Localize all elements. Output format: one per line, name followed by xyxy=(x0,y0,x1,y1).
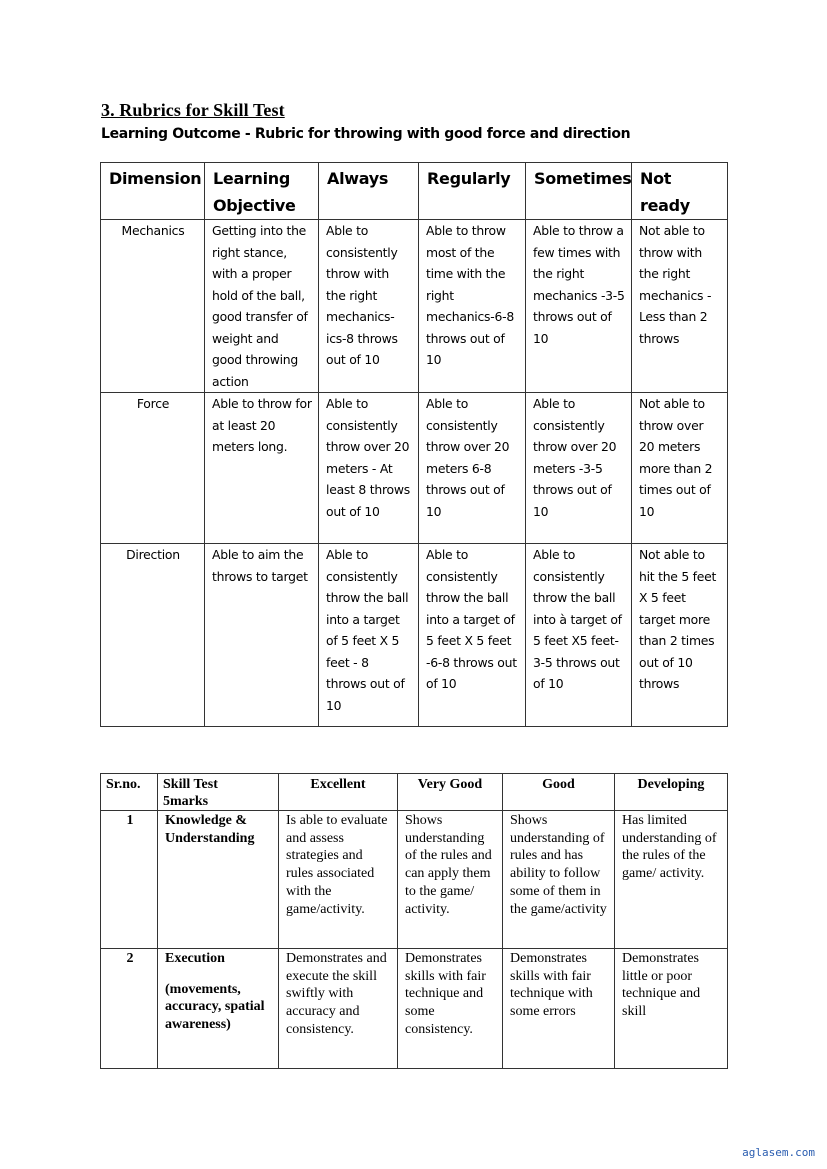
always-cell: Able to consistently throw the ball into a target of 5 feet X 5 feet - 8 throws out of 10 xyxy=(319,544,419,727)
rubric-header-row xyxy=(101,163,728,220)
skill-cell xyxy=(158,811,279,949)
header-skill-test xyxy=(158,774,279,811)
regularly-cell: Able to throw most of the time with the right mechanics-6-8 throws out of 10 xyxy=(419,220,526,393)
skill-test-marks: 5marks xyxy=(163,794,209,809)
excellent-cell: Demonstrates and execute the skill swiftly with accuracy and consistency. xyxy=(279,949,398,1069)
table-row xyxy=(101,544,728,727)
sometimes-cell: Able to consistently throw over 20 meters -3-5 throws out of 10 xyxy=(526,393,632,544)
sr-no-cell: 2 xyxy=(101,949,158,1069)
header-regularly: Regularly xyxy=(419,163,526,220)
very-good-cell: Shows understanding of the rules and can apply them to the game/ activity. xyxy=(398,811,503,949)
dimension-cell: Force xyxy=(101,393,205,544)
header-not-ready: Not ready xyxy=(632,163,728,220)
skill-test-label: Skill Test xyxy=(163,777,218,792)
good-cell: Shows understanding of rules and has ability to follow some of them in the game/activity xyxy=(503,811,615,949)
sr-no-cell: 1 xyxy=(101,811,158,949)
excellent-cell: Is able to evaluate and assess strategies and rules associated with the game/activity. xyxy=(279,811,398,949)
marks-header-row xyxy=(101,774,728,811)
header-always: Always xyxy=(319,163,419,220)
not-ready-cell: Not able to throw with the right mechanics -Less than 2 throws xyxy=(632,220,728,393)
skill-cell xyxy=(158,949,279,1069)
objective-cell: Able to aim the throws to target xyxy=(205,544,319,727)
very-good-cell: Demonstrates skills with fair technique and some consistency. xyxy=(398,949,503,1069)
developing-cell: Has limited understanding of the rules of the game/ activity. xyxy=(615,811,728,949)
header-learning-objective: Learning Objective xyxy=(205,163,319,220)
skill-detail: (movements, accuracy, spatial awareness) xyxy=(165,981,265,1033)
always-cell: Able to consistently throw over 20 meters - At least 8 throws out of 10 xyxy=(319,393,419,544)
skill-name: Knowledge & Understanding xyxy=(165,813,255,846)
table-row xyxy=(101,811,728,949)
skill-name: Execution xyxy=(165,951,225,966)
table-row xyxy=(101,393,728,544)
header-developing: Developing xyxy=(615,774,728,811)
developing-cell: Demonstrates little or poor technique and skill xyxy=(615,949,728,1069)
header-good: Good xyxy=(503,774,615,811)
watermark: aglasem.com xyxy=(742,1146,815,1159)
dimension-cell: Direction xyxy=(101,544,205,727)
not-ready-cell: Not able to hit the 5 feet X 5 feet target more than 2 times out of 10 throws xyxy=(632,544,728,727)
learning-outcome: Learning Outcome - Rubric for throwing with good force and direction xyxy=(101,126,631,142)
header-excellent: Excellent xyxy=(279,774,398,811)
not-ready-cell: Not able to throw over 20 meters more than 2 times out of 10 xyxy=(632,393,728,544)
sometimes-cell: Able to consistently throw the ball into à target of 5 feet X5 feet-3-5 throws out of 10 xyxy=(526,544,632,727)
marks-table xyxy=(100,773,728,1069)
table-row xyxy=(101,949,728,1069)
objective-cell: Able to throw for at least 20 meters long. xyxy=(205,393,319,544)
rubric-table xyxy=(100,162,728,727)
regularly-cell: Able to consistently throw over 20 meters 6-8 throws out of 10 xyxy=(419,393,526,544)
header-dimension: Dimension xyxy=(101,163,205,220)
good-cell: Demonstrates skills with fair technique with some errors xyxy=(503,949,615,1069)
regularly-cell: Able to consistently throw the ball into a target of 5 feet X 5 feet -6-8 throws out of 10 xyxy=(419,544,526,727)
header-very-good: Very Good xyxy=(398,774,503,811)
header-sometimes: Sometimes xyxy=(526,163,632,220)
table-row xyxy=(101,220,728,393)
header-sr-no: Sr.no. xyxy=(101,774,158,811)
always-cell: Able to consistently throw with the right mechanics-ics-8 throws out of 10 xyxy=(319,220,419,393)
section-title: 3. Rubrics for Skill Test xyxy=(101,100,285,120)
sometimes-cell: Able to throw a few times with the right mechanics -3-5 throws out of 10 xyxy=(526,220,632,393)
dimension-cell: Mechanics xyxy=(101,220,205,393)
objective-cell: Getting into the right stance, with a proper hold of the ball, good transfer of weight and good throwing action xyxy=(205,220,319,393)
